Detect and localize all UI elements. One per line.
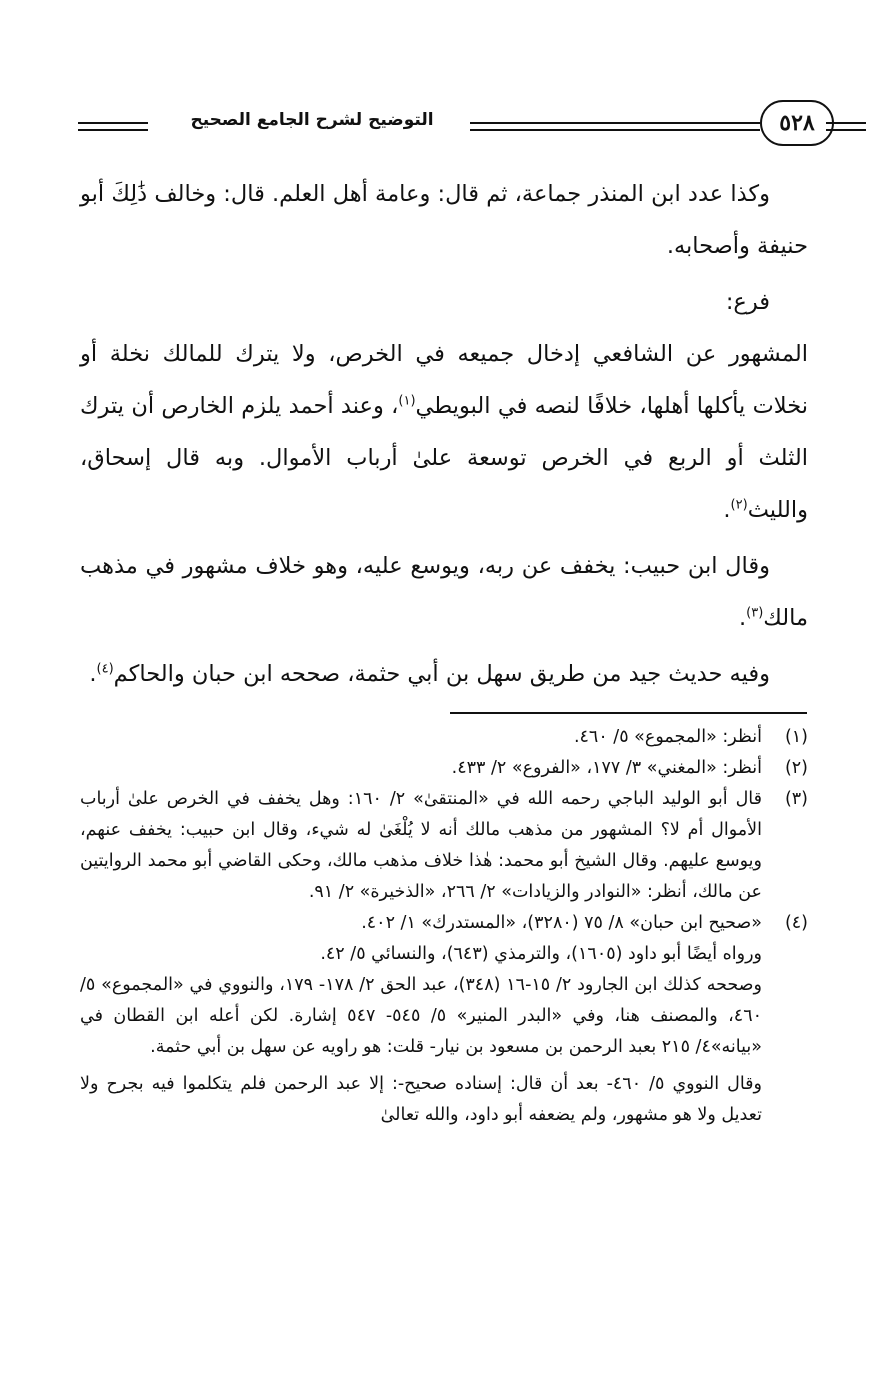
header-rule [470,122,760,124]
footnote-number: (٢) [784,758,808,778]
footnote-text: أنظر: «المغني» ٣/ ١٧٧، «الفروع» ٢/ ٤٣٣. [451,758,762,778]
footnote-number: (١) [784,727,808,747]
section-heading [80,276,808,328]
footnote-text: أنظر: «المجموع» ٥/ ٤٦٠. [573,727,762,747]
paragraph-text: . [89,661,97,687]
footnote-text: ورواه أيضًا أبو داود (١٦٠٥)، والترمذي (٦٤٣)، والنسائي ٥/ ٤٢. [320,944,762,964]
footnote-text: قال أبو الوليد الباجي رحمه الله في «المنتقىٰ» ٢/ ١٦٠: وهل يخفف في الخرص علىٰ أرباب الأموال أم لا؟ المشهور من مذهب مالك أنه لا يُلْغَىٰ له شيء، وقال ابن حبيب: يخفف عنهم، ويوسع عليهم. وقال الشيخ أبو محمد: هٰذا خلاف مذهب مالك، وحكى القاضي أبو محمد الروايتين عن مالك، أنظر: «النوادر والزيادات» ٢/ ٢٦٦، «الذخيرة» ٢/ ٩١. [80,789,762,902]
paragraph [80,168,808,272]
paragraph [80,328,808,536]
paragraph-text: وقال ابن حبيب: يخفف عن ربه، ويوسع عليه، وهو خلاف مشهور في مذهب مالك [80,553,808,631]
footnote [80,908,808,1131]
footnote-separator [450,712,807,714]
header-rule [826,129,866,131]
paragraph-text: ، وعند أحمد يلزم الخارص أن يترك الثلث أو الربع في الخرص توسعة علىٰ أرباب الأموال. وبه قال إسحاق، والليث [80,393,808,523]
paragraph [80,648,808,700]
footnote-number: (٤) [784,913,808,933]
footnote [80,753,808,784]
footnote-text: وقال النووي ٥/ ٤٦٠- بعد أن قال: إسناده صحيح-: إلا عبد الرحمن فلم يتكلموا فيه بجرح ولا تعديل ولا هو مشهور، ولم يضعفه أبو داود، والله تعالىٰ [80,1074,762,1125]
paragraph-text: المشهور عن الشافعي إدخال جميعه في الخرص، ولا يترك للمالك نخلة أو نخلات يأكلها أهلها، خلافًا لنصه في البويطي [80,341,808,419]
header-rule [78,122,148,124]
paragraph [80,540,808,644]
paragraph-text: . [723,497,731,523]
footnote-text: «صحيح ابن حبان» ٨/ ٧٥ (٣٢٨٠)، «المستدرك» ١/ ٤٠٢. [361,913,762,933]
header-rule [470,129,760,131]
paragraph-text: . [738,605,747,631]
paragraph-text: وكذا عدد ابن المنذر جماعة، ثم قال: وعامة أهل العلم. قال: وخالف ذَٰلِكَ أبو حنيفة وأصحابه. [80,181,808,259]
footnote-text: وصححه كذلك ابن الجارود ٢/ ١٥-١٦ (٣٤٨)، عبد الحق ٢/ ١٧٨- ١٧٩، والنووي في «المجموع» ٥/ ٤٦٠، والمصنف هنا، وفي «البدر المنير» ٥/ ٥٤٥- ٥٤٧ إشارة. لكن أعله ابن القطان في «بيانه»٤/ ٢١٥ بعبد الرحمن بن مسعود بن نيار- قلت: هو راويه عن سهل بن أبي حثمة. [80,975,762,1057]
heading-text: فرع: [725,289,770,315]
page-number: ٥٢٨ [760,100,834,146]
footnote-ref[interactable]: (٣) [746,605,764,621]
footnotes [80,722,808,1131]
header-rule [78,129,148,131]
footnote [80,784,808,908]
footnote-number: (٣) [784,789,808,809]
running-title: التوضيح لشرح الجامع الصحيح [190,110,434,130]
paragraph-text: وفيه حديث جيد من طريق سهل بن أبي حثمة، صححه ابن حبان والحاكم [113,661,770,687]
main-text [80,168,808,704]
header-rule [826,122,866,124]
footnote-ref[interactable]: (٢) [730,497,748,513]
footnote [80,722,808,753]
footnote-ref[interactable]: (٤) [96,661,114,677]
footnote-ref[interactable]: (١) [398,393,416,409]
page-header [70,108,815,154]
